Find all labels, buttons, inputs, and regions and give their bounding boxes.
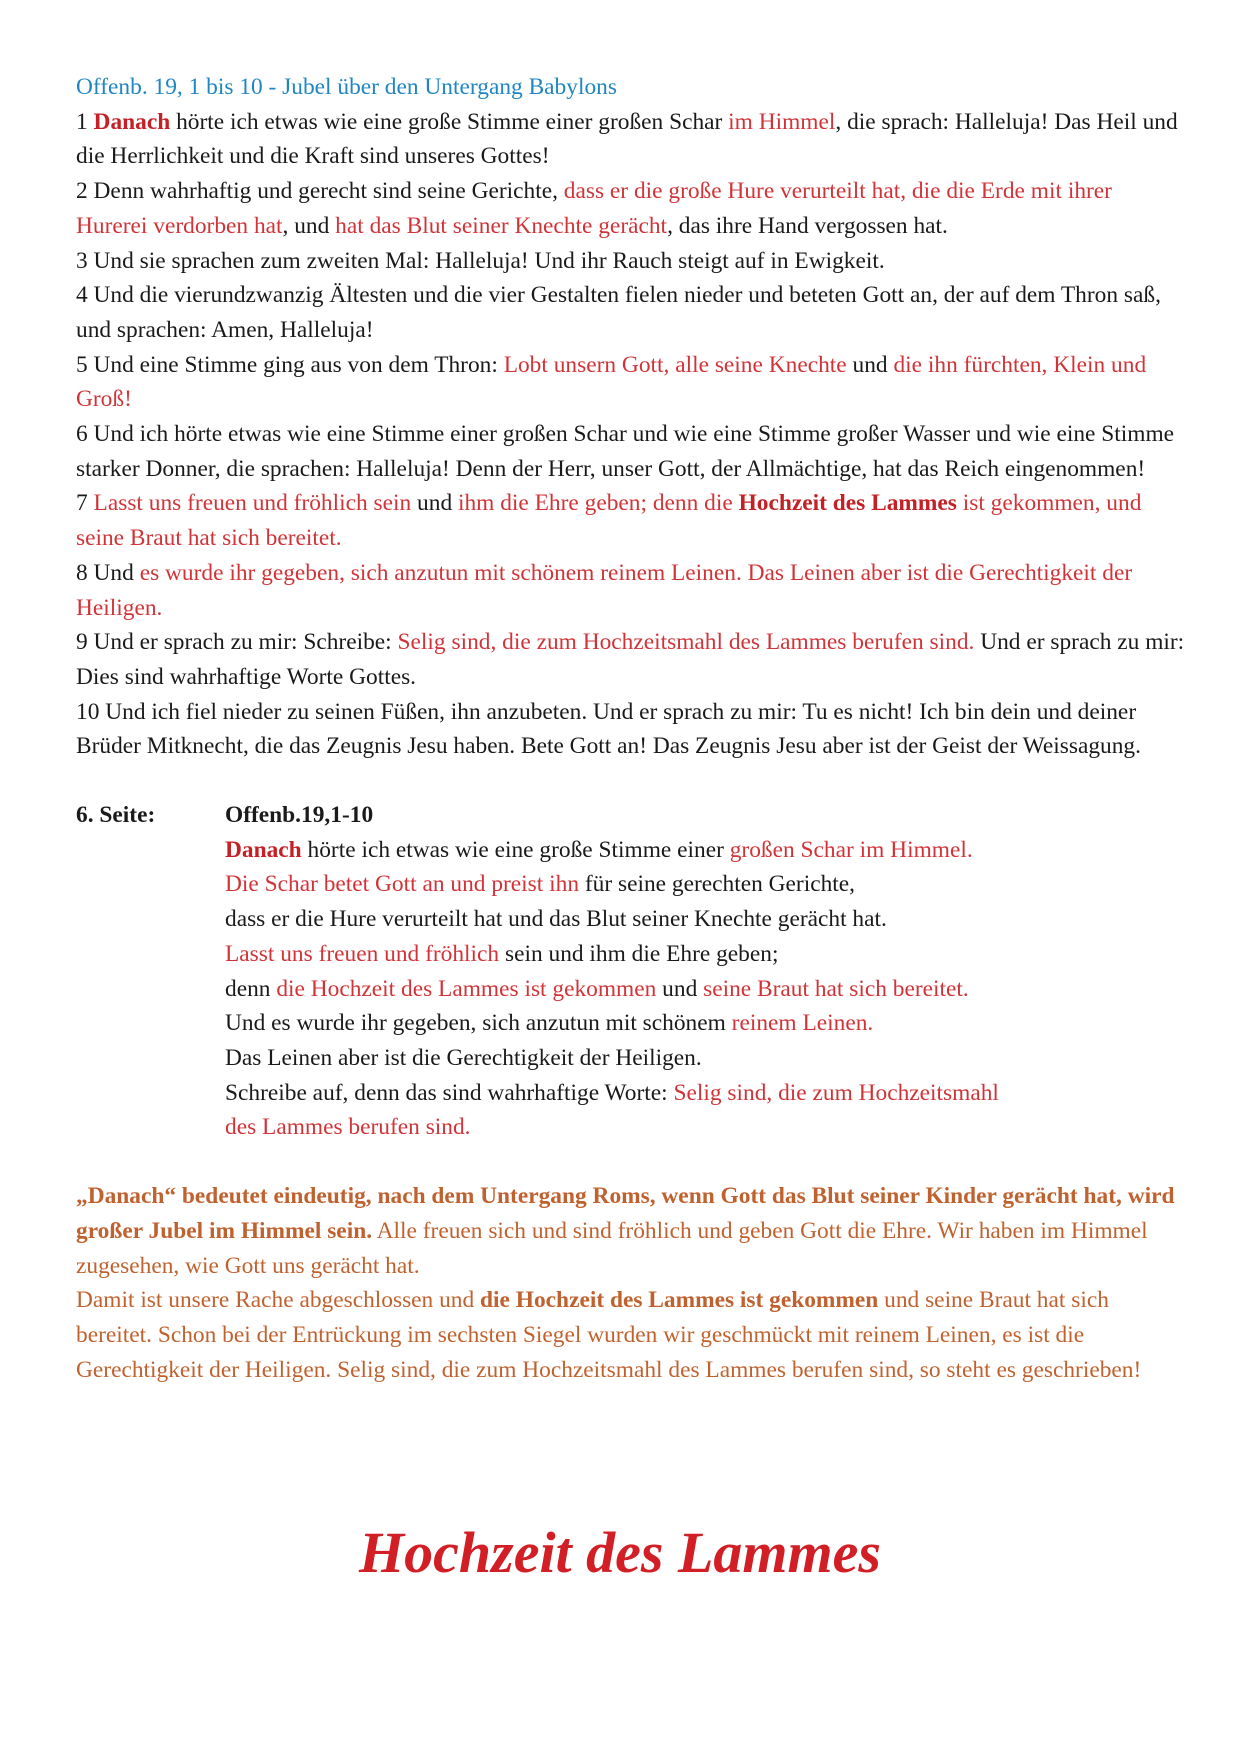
section-lines [225, 833, 1186, 1145]
text-segment: , das ihre Hand vergossen hat. [667, 212, 948, 239]
section-6 [76, 798, 1186, 1145]
text-segment: Selig sind, die zum Hochzeitsmahl des Lammes berufen sind. [397, 629, 975, 656]
verse-list [76, 105, 1186, 764]
text-segment: Damit ist unsere Rache abgeschlossen und [76, 1287, 481, 1314]
text-segment: ihm die Ehre geben; denn die [457, 490, 739, 517]
document-page [76, 70, 1186, 1387]
text-segment: hat das Blut seiner Knechte gerächt [335, 212, 668, 239]
text-segment: Und er sprach zu mir: Dies sind wahrhaftige Worte Gottes. [76, 629, 1185, 690]
text-segment: hörte ich etwas wie eine große Stimme einer [301, 836, 730, 863]
section-line [225, 833, 1186, 868]
text-segment: , und [282, 212, 336, 239]
text-segment: des Lammes berufen sind. [225, 1114, 471, 1141]
text-segment: 1 [76, 108, 94, 135]
text-segment: großen Schar im Himmel. [729, 836, 973, 863]
text-segment: Hochzeit des Lammes [738, 490, 957, 517]
section-line [225, 1110, 1186, 1145]
section-line [225, 1006, 1186, 1041]
text-segment: Lasst uns freuen und fröhlich sein [93, 490, 412, 517]
text-segment: 2 Denn wahrhaftig und gerecht sind seine Gerichte, [76, 178, 564, 205]
commentary [76, 1179, 1186, 1387]
section-label: 6. Seite: [76, 802, 156, 829]
text-segment: 4 Und die vierundzwanzig Ältesten und die vier Gestalten fielen nieder und beteten Gott an, der auf dem Thron saß, und sprachen: Amen, Halleluja! [76, 282, 1161, 343]
section-line [225, 902, 1186, 937]
text-segment: 10 Und ich fiel nieder zu seinen Füßen, ihn anzubeten. Und er sprach zu mir: Tu es nicht! Ich bin dein und deiner Brüder Mitknecht, die das Zeugnis Jesu haben. Bete Gott an! Das Zeugnis Jesu aber ist der Geist der Weissagung. [76, 698, 1141, 760]
text-segment: für seine gerechten Gerichte, [579, 871, 856, 898]
section-line [225, 937, 1186, 972]
verse-9 [76, 625, 1186, 694]
commentary-paragraph-2 [76, 1283, 1186, 1387]
verse-8 [76, 556, 1186, 625]
text-segment: 7 [76, 490, 94, 517]
text-segment: 8 Und [76, 559, 140, 586]
text-segment: Das Leinen aber ist die Gerechtigkeit der Heiligen. [225, 1044, 702, 1071]
text-segment: 5 Und eine Stimme ging aus von dem Thron: [76, 351, 504, 378]
text-segment: „Danach“ bedeutet eindeutig, nach dem Untergang Roms, wenn Gott das Blut seiner Kinder gerächt hat, wird großer Jubel im Himmel sein. [76, 1183, 1175, 1244]
text-segment: , die sprach: Halleluja! Das Heil und die Herrlichkeit und die Kraft sind unseres Gottes! [76, 108, 1178, 170]
section-line [225, 867, 1186, 902]
text-segment: ist gekommen, und seine Braut hat sich bereitet. [76, 490, 1142, 552]
text-segment: es wurde ihr gegeben, sich anzutun mit schönem reinem Leinen. Das Leinen aber ist die Gerechtigkeit der Heiligen. [76, 559, 1133, 621]
verse-5 [76, 348, 1186, 417]
text-segment: im Himmel [728, 108, 836, 135]
text-segment: seine Braut hat sich bereitet. [703, 975, 969, 1002]
section-line [225, 1041, 1186, 1076]
big-title: Hochzeit des Lammes [359, 1520, 881, 1585]
text-segment: hörte ich etwas wie eine große Stimme einer großen Schar [170, 108, 729, 135]
text-segment: 3 Und sie sprachen zum zweiten Mal: Halleluja! Und ihr Rauch steigt auf in Ewigkeit. [76, 247, 885, 274]
text-segment: die ihn fürchten, Klein und Groß! [76, 351, 1147, 413]
text-segment: und [656, 975, 704, 1002]
text-segment: 9 Und er sprach zu mir: Schreibe: [76, 629, 398, 656]
verse-7 [76, 486, 1186, 555]
commentary-paragraph-1 [76, 1179, 1186, 1283]
text-segment: dass er die Hure verurteilt hat und das Blut seiner Knechte gerächt hat. [225, 906, 887, 933]
text-segment: reinem Leinen. [731, 1010, 874, 1037]
verse-6 [76, 417, 1186, 486]
text-segment: sein und ihm die Ehre geben; [499, 940, 779, 967]
text-segment: Alle freuen sich und sind fröhlich und geben Gott die Ehre. Wir haben im Himmel zugesehen, wie Gott uns gerächt hat. [76, 1217, 1148, 1279]
text-segment: Danach [225, 836, 302, 863]
section-line [225, 972, 1186, 1007]
text-segment: Lasst uns freuen und fröhlich [225, 940, 500, 967]
text-segment: Selig sind, die zum Hochzeitsmahl [673, 1079, 999, 1106]
text-segment: Lobt unsern Gott, alle seine Knechte [503, 351, 847, 378]
text-segment: Und es wurde ihr gegeben, sich anzutun mit schönem [225, 1010, 732, 1037]
text-segment: die Hochzeit des Lammes ist gekommen [480, 1287, 879, 1314]
section-heading: Offenb.19,1-10 [225, 802, 374, 829]
verse-3 [76, 244, 1186, 279]
text-segment: die Hochzeit des Lammes ist gekommen [276, 975, 657, 1002]
section-line [225, 1076, 1186, 1111]
text-segment: und [846, 351, 894, 378]
passage-title: Offenb. 19, 1 bis 10 - Jubel über den Untergang Babylons [76, 74, 617, 100]
text-segment: Die Schar betet Gott an und preist ihn [225, 871, 580, 898]
section-body [225, 798, 1186, 1145]
text-segment: denn [225, 975, 277, 1002]
text-segment: Danach [93, 108, 171, 135]
text-segment: dass er die große Hure verurteilt hat, die die Erde mit ihrer Hurerei verdorben hat [76, 178, 1112, 239]
text-segment: und [411, 490, 458, 517]
text-segment: und seine Braut hat sich bereitet. Schon bei der Entrückung im sechsten Siegel wurden wir geschmückt mit reinem Leinen, es ist die Gerechtigkeit der Heiligen. Selig sind, die zum Hochzeitsmahl des Lammes berufen sind, so steht es geschrieben! [76, 1287, 1142, 1383]
text-segment: Schreibe auf, denn das sind wahrhaftige Worte: [225, 1079, 674, 1106]
verse-4 [76, 278, 1186, 347]
text-segment: 6 Und ich hörte etwas wie eine Stimme einer großen Schar und wie eine Stimme großer Wasser und wie eine Stimme starker Donner, die sprachen: Halleluja! Denn der Herr, unser Gott, der Allmächtige, hat das Reich eingenommen! [76, 421, 1175, 482]
verse-2 [76, 174, 1186, 243]
verse-10 [76, 695, 1186, 764]
verse-1 [76, 105, 1186, 174]
